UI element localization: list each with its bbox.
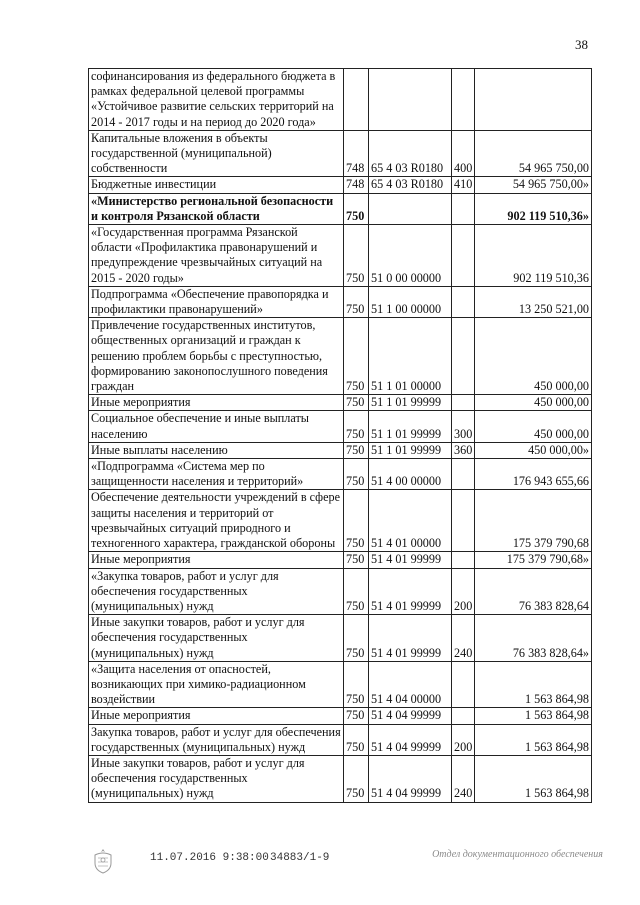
cell-expense-type-code: [452, 69, 475, 131]
cell-name: Иные мероприятия: [89, 708, 344, 724]
cell-target-code: 51 4 01 99999: [369, 568, 452, 615]
cell-target-code: 65 4 03 R0180: [369, 177, 452, 193]
cell-amount: 76 383 828,64: [475, 568, 592, 615]
cell-target-code: 51 4 04 99999: [369, 708, 452, 724]
cell-target-code: [369, 193, 452, 224]
cell-name: Подпрограмма «Обеспечение правопорядка и профилактики правонарушений»: [89, 286, 344, 317]
cell-ministry-code: 750: [344, 286, 369, 317]
table-row: [89, 318, 592, 395]
cell-expense-type-code: [452, 490, 475, 552]
cell-target-code: [369, 69, 452, 131]
cell-target-code: 51 4 01 99999: [369, 552, 452, 568]
cell-name: Бюджетные инвестиции: [89, 177, 344, 193]
cell-target-code: 51 4 04 00000: [369, 661, 452, 708]
cell-expense-type-code: [452, 459, 475, 490]
table-row: [89, 177, 592, 193]
cell-expense-type-code: 360: [452, 442, 475, 458]
cell-amount: 175 379 790,68»: [475, 552, 592, 568]
cell-ministry-code: 750: [344, 395, 369, 411]
cell-amount: 76 383 828,64»: [475, 615, 592, 662]
cell-ministry-code: 750: [344, 661, 369, 708]
cell-name: «Государственная программа Рязанской области «Профилактика правонарушений и предупреждение чрезвычайных ситуаций на 2015 - 2020 годы»: [89, 225, 344, 287]
cell-amount: 13 250 521,00: [475, 286, 592, 317]
cell-target-code: 65 4 03 R0180: [369, 130, 452, 177]
cell-target-code: 51 1 00 00000: [369, 286, 452, 317]
cell-amount: 450 000,00: [475, 411, 592, 442]
cell-target-code: 51 1 01 99999: [369, 395, 452, 411]
table-row: [89, 661, 592, 708]
table-row: [89, 395, 592, 411]
cell-name: Иные выплаты населению: [89, 442, 344, 458]
table-row: [89, 130, 592, 177]
print-timestamp: 11.07.2016 9:38:00: [150, 852, 269, 864]
cell-ministry-code: 750: [344, 552, 369, 568]
table-row: [89, 69, 592, 131]
cell-amount: 450 000,00»: [475, 442, 592, 458]
cell-ministry-code: 750: [344, 411, 369, 442]
cell-expense-type-code: [452, 395, 475, 411]
table-row: [89, 615, 592, 662]
table-row: [89, 490, 592, 552]
page-footer: [0, 848, 640, 888]
cell-expense-type-code: [452, 225, 475, 287]
table-row: [89, 708, 592, 724]
cell-name: «Подпрограмма «Система мер по защищенности населения и территорий»: [89, 459, 344, 490]
cell-ministry-code: [344, 69, 369, 131]
cell-amount: 54 965 750,00: [475, 130, 592, 177]
cell-target-code: 51 4 04 99999: [369, 724, 452, 755]
cell-expense-type-code: 300: [452, 411, 475, 442]
table-row: [89, 724, 592, 755]
cell-expense-type-code: [452, 193, 475, 224]
cell-ministry-code: 748: [344, 177, 369, 193]
table-row: [89, 442, 592, 458]
cell-ministry-code: 750: [344, 568, 369, 615]
cell-ministry-code: 748: [344, 130, 369, 177]
cell-name: софинансирования из федерального бюджета в рамках федеральной целевой программы «Устойчивое развитие сельских территорий на 2014 - 2017 годы и на период до 2020 года»: [89, 69, 344, 131]
cell-ministry-code: 750: [344, 615, 369, 662]
cell-target-code: 51 4 01 99999: [369, 615, 452, 662]
table-row: [89, 755, 592, 802]
cell-expense-type-code: [452, 661, 475, 708]
cell-amount: 902 119 510,36: [475, 225, 592, 287]
table-row: [89, 552, 592, 568]
cell-expense-type-code: [452, 708, 475, 724]
cell-amount: [475, 69, 592, 131]
cell-name: «Министерство региональной безопасности и контроля Рязанской области: [89, 193, 344, 224]
cell-name: Обеспечение деятельности учреждений в сфере защиты населения и территорий от чрезвычайных ситуаций природного и техногенного характера, гражданской обороны: [89, 490, 344, 552]
cell-name: Иные закупки товаров, работ и услуг для обеспечения государственных (муниципальных) нужд: [89, 615, 344, 662]
cell-ministry-code: 750: [344, 490, 369, 552]
cell-ministry-code: 750: [344, 193, 369, 224]
cell-expense-type-code: [452, 552, 475, 568]
cell-expense-type-code: 400: [452, 130, 475, 177]
cell-expense-type-code: [452, 318, 475, 395]
cell-amount: 1 563 864,98: [475, 724, 592, 755]
cell-name: «Закупка товаров, работ и услуг для обеспечения государственных (муниципальных) нужд: [89, 568, 344, 615]
cell-name: «Защита населения от опасностей, возникающих при химико-радиационном воздействии: [89, 661, 344, 708]
cell-target-code: 51 4 04 99999: [369, 755, 452, 802]
cell-expense-type-code: 240: [452, 615, 475, 662]
cell-ministry-code: 750: [344, 755, 369, 802]
cell-name: Социальное обеспечение и иные выплаты населению: [89, 411, 344, 442]
cell-amount: 176 943 655,66: [475, 459, 592, 490]
coat-of-arms-icon: [92, 848, 114, 874]
page-number: 38: [575, 37, 588, 52]
cell-target-code: 51 1 01 99999: [369, 411, 452, 442]
cell-expense-type-code: 200: [452, 724, 475, 755]
cell-expense-type-code: 240: [452, 755, 475, 802]
department-stamp: Отдел документационного обеспечения: [432, 849, 603, 860]
cell-amount: 902 119 510,36»: [475, 193, 592, 224]
cell-amount: 450 000,00: [475, 318, 592, 395]
cell-expense-type-code: 410: [452, 177, 475, 193]
cell-amount: 450 000,00: [475, 395, 592, 411]
cell-name: Капитальные вложения в объекты государственной (муниципальной) собственности: [89, 130, 344, 177]
cell-amount: 1 563 864,98: [475, 661, 592, 708]
cell-amount: 175 379 790,68: [475, 490, 592, 552]
cell-target-code: 51 1 01 99999: [369, 442, 452, 458]
table-row: [89, 193, 592, 224]
cell-ministry-code: 750: [344, 724, 369, 755]
cell-ministry-code: 750: [344, 708, 369, 724]
table-row: [89, 411, 592, 442]
cell-name: Иные мероприятия: [89, 552, 344, 568]
cell-expense-type-code: [452, 286, 475, 317]
table-row: [89, 568, 592, 615]
cell-target-code: 51 4 01 00000: [369, 490, 452, 552]
cell-amount: 54 965 750,00»: [475, 177, 592, 193]
cell-target-code: 51 1 01 00000: [369, 318, 452, 395]
cell-name: Иные закупки товаров, работ и услуг для обеспечения государственных (муниципальных) нужд: [89, 755, 344, 802]
cell-name: Закупка товаров, работ и услуг для обеспечения государственных (муниципальных) нужд: [89, 724, 344, 755]
document-number: 34883/1-9: [270, 852, 330, 864]
budget-table: [88, 68, 592, 803]
budget-table-body: [89, 69, 592, 803]
cell-amount: 1 563 864,98: [475, 755, 592, 802]
table-row: [89, 225, 592, 287]
table-row: [89, 286, 592, 317]
cell-name: Привлечение государственных институтов, общественных организаций и граждан к решению проблем борьбы с преступностью, формированию законопослушного поведения граждан: [89, 318, 344, 395]
cell-target-code: 51 0 00 00000: [369, 225, 452, 287]
cell-ministry-code: 750: [344, 318, 369, 395]
cell-ministry-code: 750: [344, 442, 369, 458]
cell-target-code: 51 4 00 00000: [369, 459, 452, 490]
table-row: [89, 459, 592, 490]
cell-amount: 1 563 864,98: [475, 708, 592, 724]
cell-ministry-code: 750: [344, 459, 369, 490]
cell-expense-type-code: 200: [452, 568, 475, 615]
cell-name: Иные мероприятия: [89, 395, 344, 411]
cell-ministry-code: 750: [344, 225, 369, 287]
